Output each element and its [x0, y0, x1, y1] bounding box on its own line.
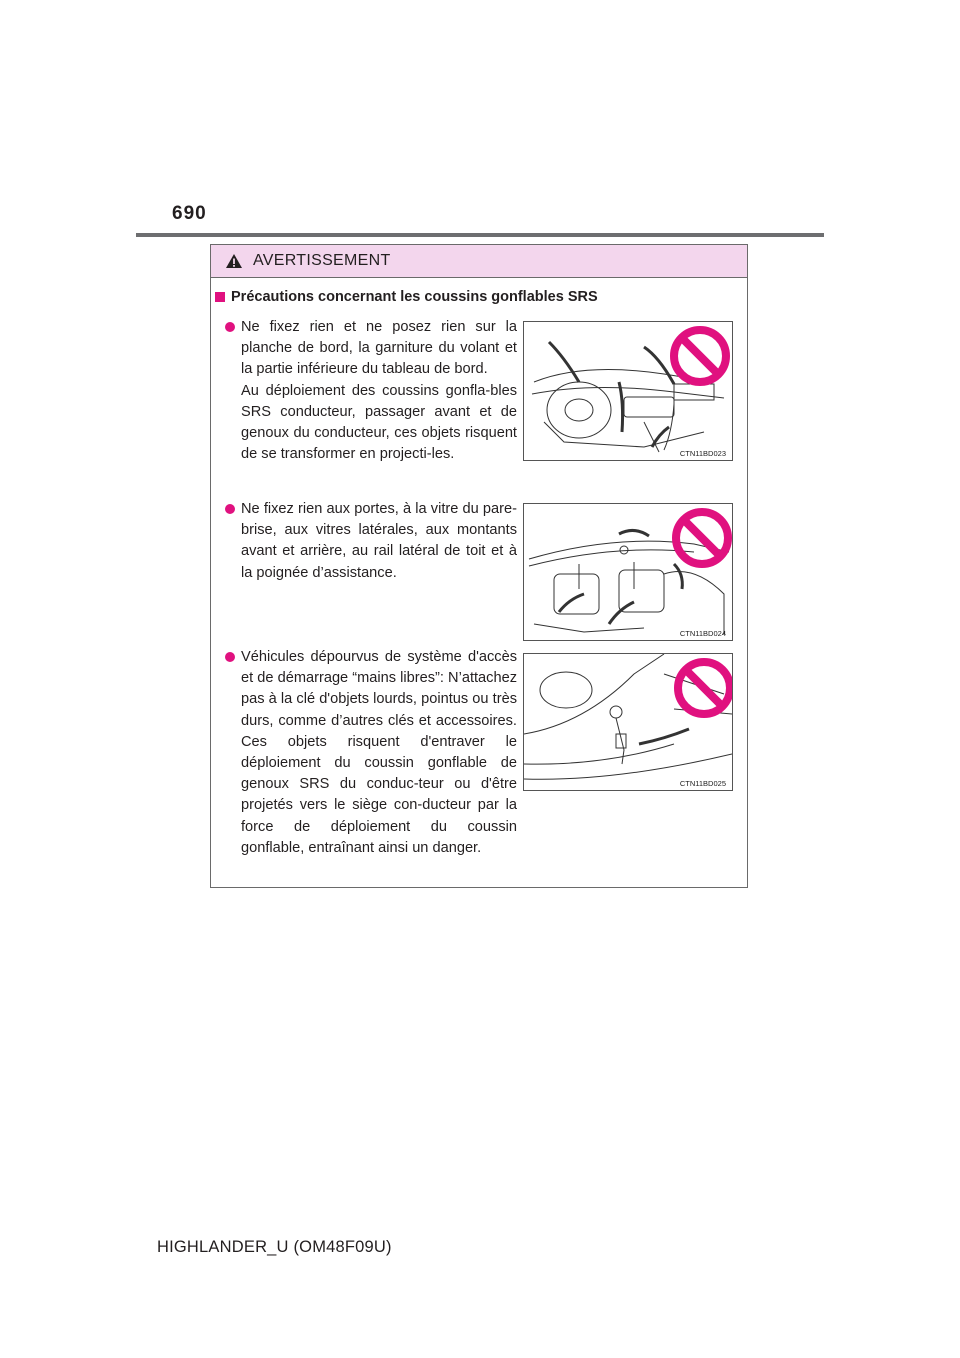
- section-heading-text: Précautions concernant les coussins gonflables SRS: [231, 289, 598, 305]
- prohibition-icon: [674, 330, 726, 382]
- key-illustration: [524, 654, 732, 790]
- cabin-illustration: [524, 504, 732, 640]
- illustration-code: CTN11BD025: [679, 779, 726, 788]
- prohibition-icon: [678, 662, 730, 714]
- page-number: 690: [172, 203, 207, 224]
- section-heading: [213, 289, 598, 305]
- warning-item-2: [225, 499, 517, 584]
- circle-bullet-icon: [225, 652, 235, 662]
- illustration-code: CTN11BD023: [679, 449, 726, 458]
- warning-title: AVERTISSEMENT: [253, 252, 391, 269]
- top-divider: [136, 233, 824, 237]
- illustration-cabin: [523, 503, 733, 641]
- dashboard-illustration: [524, 322, 732, 460]
- illustration-key: [523, 653, 733, 791]
- warning-item-1: [225, 317, 517, 465]
- prohibition-icon: [676, 512, 728, 564]
- illustration-dashboard: [523, 321, 733, 461]
- square-bullet-icon: [215, 292, 225, 302]
- circle-bullet-icon: [225, 504, 235, 514]
- item-text: Ne fixez rien aux portes, à la vitre du pare-brise, aux vitres latérales, aux montants avant et arrière, au rail latéral de toit et à la poignée d’assistance.: [241, 501, 517, 581]
- illustration-code: CTN11BD024: [679, 629, 726, 638]
- footer-model-code: HIGHLANDER_U (OM48F09U): [157, 1238, 392, 1256]
- warning-item-3: [225, 647, 517, 859]
- warning-box: [210, 244, 748, 888]
- circle-bullet-icon: [225, 322, 235, 332]
- item-text: Ne fixez rien et ne posez rien sur la planche de bord, la garniture du volant et la partie inférieure du tableau de bord. Au déploiement des coussins gonfla-bles SRS conducteur, passager avant et de genoux du conducteur, ces objets risquent de se transformer en projecti-les.: [241, 319, 517, 463]
- item-text: Véhicules dépourvus de système d'accès et de démarrage “mains libres”: N’attachez pas à la clé d'objets lourds, pointus ou très durs, comme d’autres clés et accessoires. Ces objets risquent d'entraver le déploiement du coussin gonflable de genoux SRS du conduc-teur ou d'être projetés vers le siège con-ducteur par la force de déploiement du coussin gonflable, entraînant ainsi un danger.: [241, 649, 517, 856]
- warning-header: [211, 245, 747, 278]
- warning-triangle-icon: [225, 253, 243, 269]
